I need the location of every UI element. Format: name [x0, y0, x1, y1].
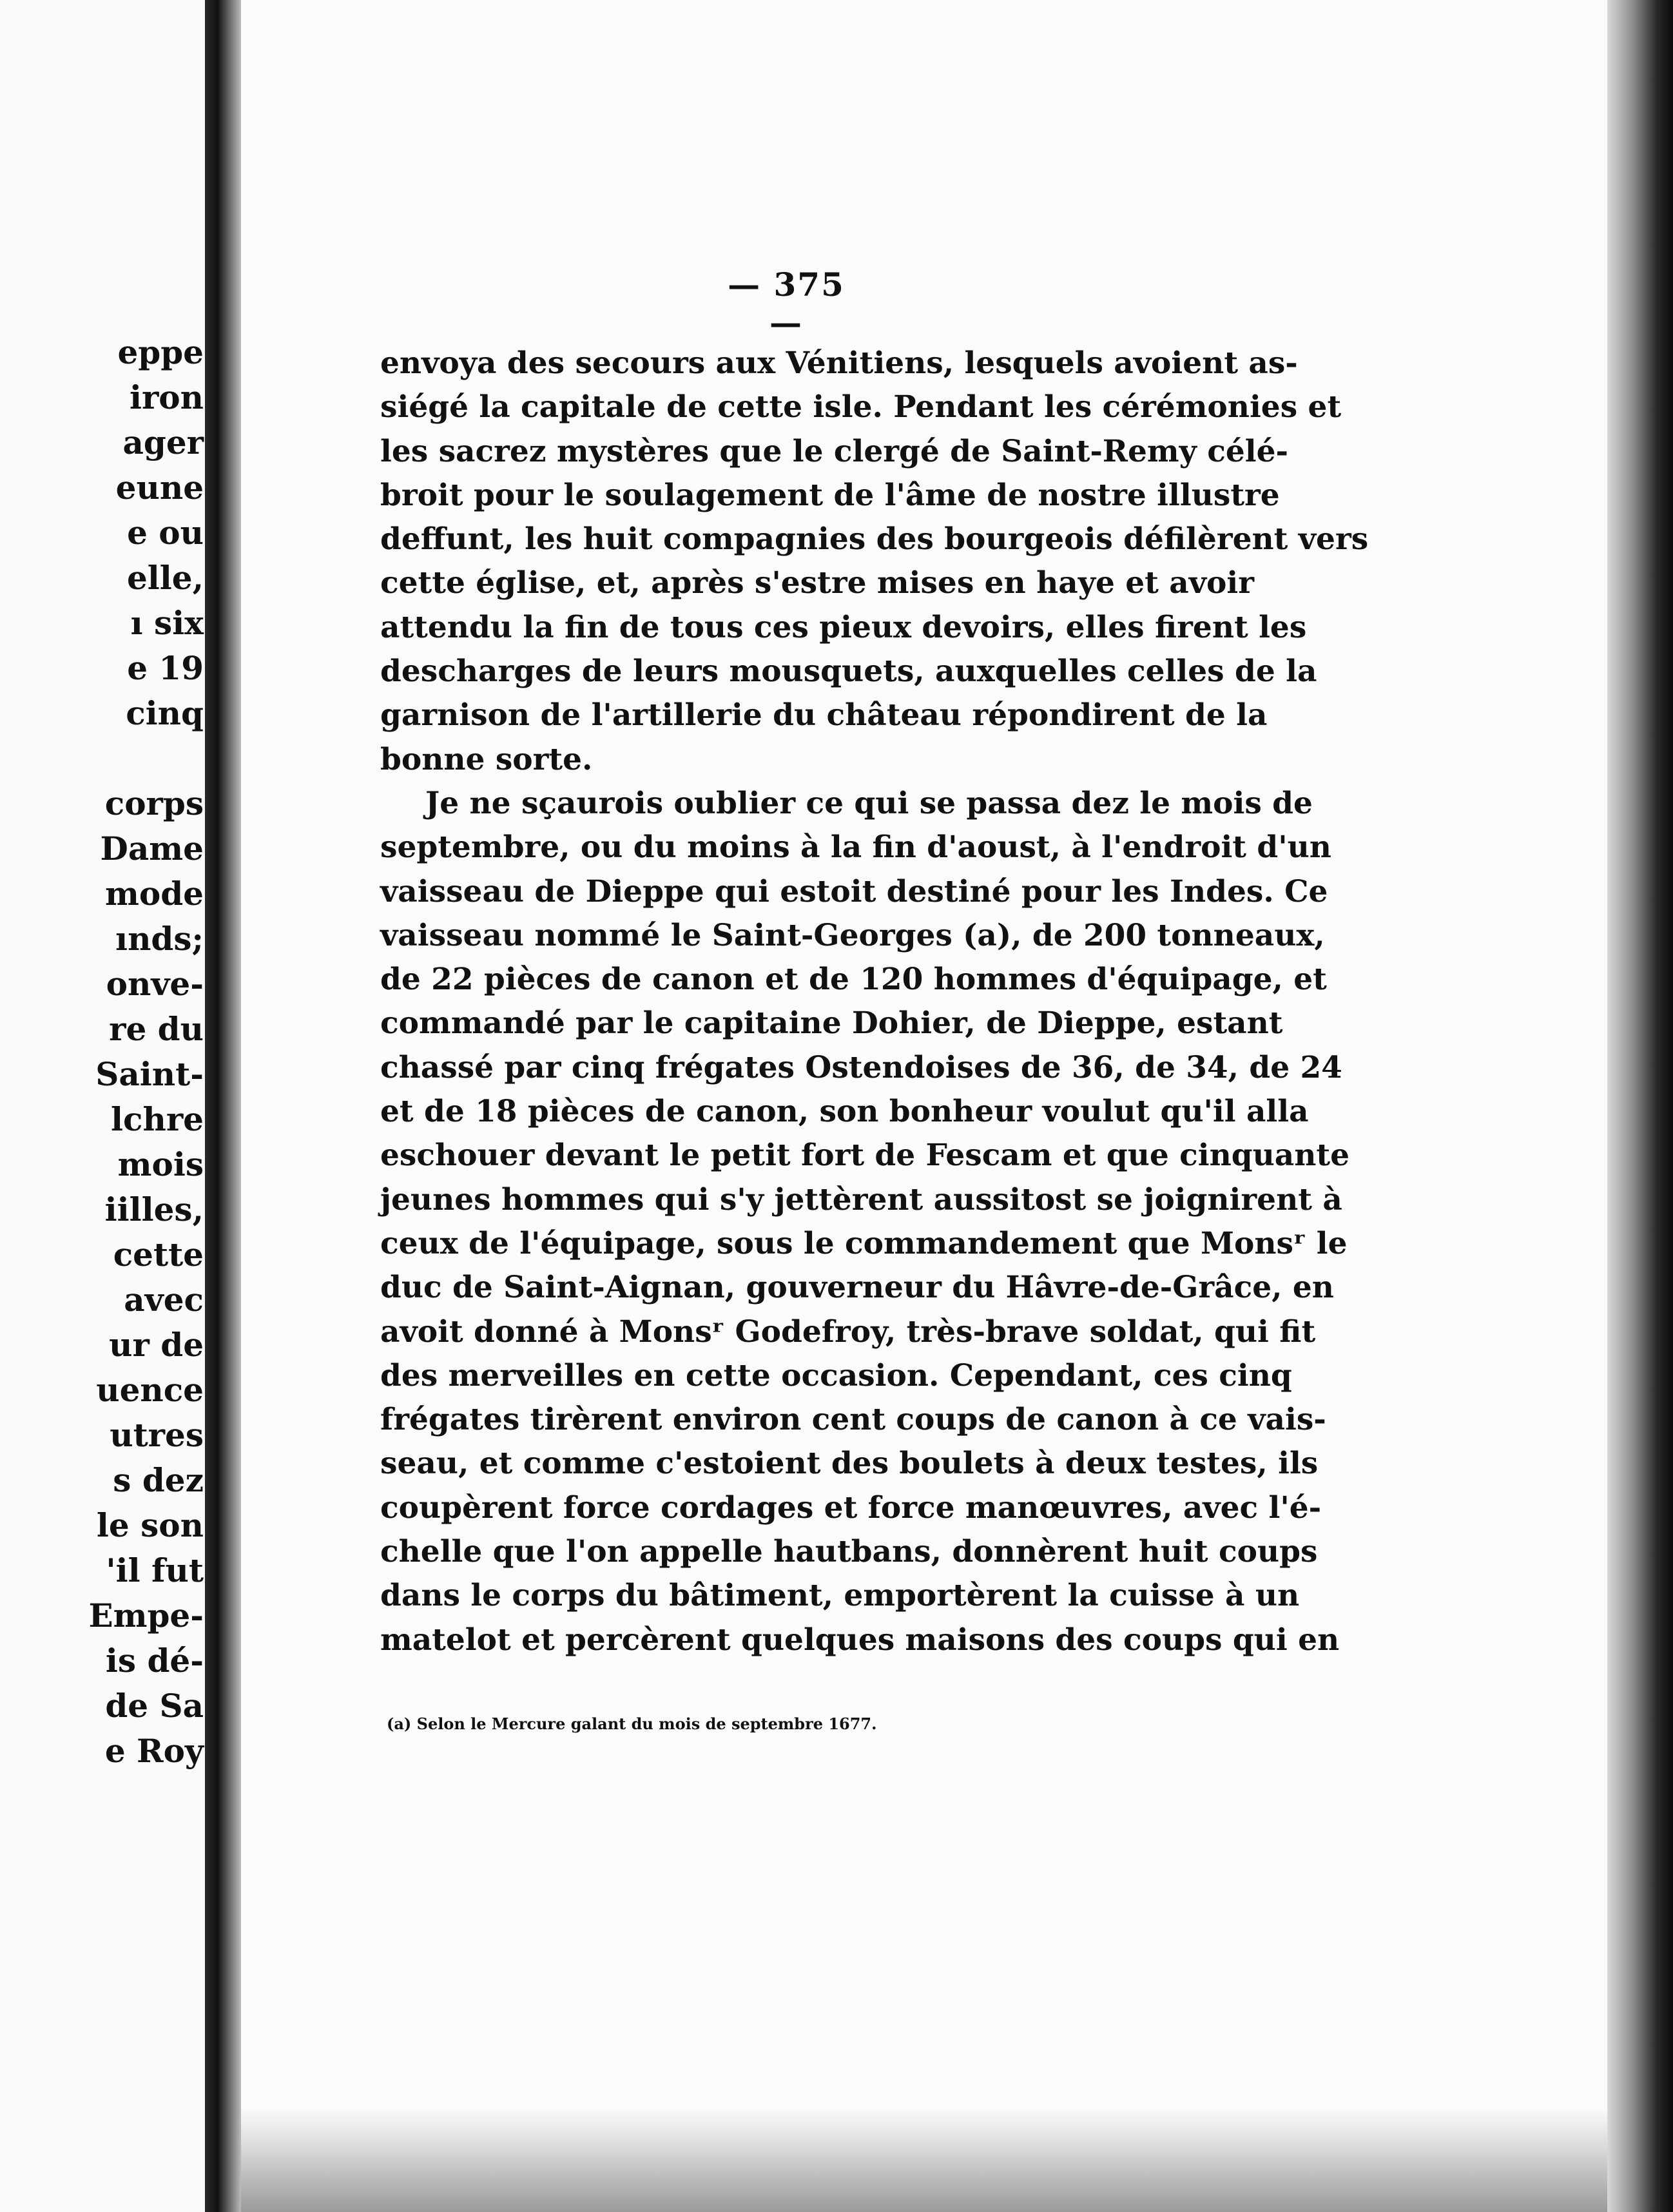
text-line: vaisseau nommé le Saint-Georges (a), de 200 tonneaux, — [380, 917, 1325, 953]
left-line: s dez — [113, 1461, 204, 1499]
text-line: bonne sorte. — [380, 741, 593, 777]
left-line: iilles, — [104, 1190, 204, 1228]
left-line: uence — [96, 1371, 204, 1409]
left-line: Dame — [100, 830, 204, 868]
text-line: deffunt, les huit compagnies des bourgeois défilèrent vers — [380, 521, 1369, 558]
left-line: re du — [109, 1010, 204, 1048]
text-line: attendu la fin de tous ces pieux devoirs, elles firent les — [380, 609, 1307, 645]
left-line: is dé- — [105, 1642, 204, 1680]
left-line: cette — [113, 1236, 204, 1274]
text-line: vaisseau de Dieppe qui estoit destiné pour les Indes. Ce — [380, 873, 1328, 909]
text-line: de 22 pièces de canon et de 120 hommes d'équipage, et — [380, 962, 1327, 998]
footnote: (a) Selon le Mercure galant du mois de septembre 1677. — [387, 1714, 877, 1733]
text-line: envoya des secours aux Vénitiens, lesquels avoient as- — [380, 345, 1298, 381]
text-line: commandé par le capitaine Dohier, de Dieppe, estant — [380, 1005, 1283, 1042]
text-line: siégé la capitale de cette isle. Pendant les cérémonies et — [380, 389, 1342, 425]
left-line: ınds; — [115, 920, 204, 958]
left-line: utres — [110, 1416, 204, 1454]
text-line: matelot et percèrent quelques maisons des coups qui en — [380, 1622, 1340, 1658]
left-line: Empe- — [88, 1596, 204, 1635]
left-line: lchre — [111, 1100, 204, 1138]
text-line: septembre, ou du moins à la fin d'aoust, à l'endroit d'un — [380, 830, 1331, 866]
left-line: de Sa — [105, 1687, 204, 1725]
text-line: les sacrez mystères que le clergé de Saint-Remy célé- — [380, 433, 1289, 469]
page-number: — 375 — — [728, 266, 845, 342]
left-line: ager — [122, 423, 204, 461]
left-line — [88, 736, 204, 781]
left-line: le son — [96, 1506, 204, 1544]
text-line: des merveilles en cette occasion. Cependant, ces cinq — [380, 1357, 1292, 1393]
left-facing-page — [0, 0, 205, 2212]
left-line: mode — [104, 875, 204, 913]
left-page-text — [88, 330, 204, 1774]
text-line: ceux de l'équipage, sous le commandement que Monsʳ le — [380, 1225, 1348, 1261]
body-text — [380, 342, 1369, 1662]
text-line: cette église, et, après s'estre mises en haye et avoir — [380, 565, 1254, 601]
text-line: chassé par cinq frégates Ostendoises de 36, de 34, de 24 — [380, 1049, 1342, 1085]
left-line: corps — [104, 784, 204, 822]
left-line: eppe — [117, 333, 204, 371]
left-line: iron — [129, 378, 204, 416]
left-line: ı six — [130, 604, 204, 642]
left-line: onve- — [106, 965, 204, 1003]
left-line: avec — [124, 1281, 204, 1319]
left-line: cinq — [126, 694, 204, 732]
text-line: frégates tirèrent environ cent coups de canon à ce vais- — [380, 1402, 1326, 1438]
text-line: duc de Saint-Aignan, gouverneur du Hâvre-de-Grâce, en — [380, 1270, 1334, 1306]
left-line: 'il fut — [106, 1551, 204, 1589]
text-line: coupèrent force cordages et force manœuvres, avec l'é- — [380, 1489, 1322, 1526]
text-line: broit pour le soulagement de l'âme de nostre illustre — [380, 477, 1280, 513]
page-bottom-edge — [241, 2108, 1607, 2212]
left-line: elle, — [126, 559, 204, 597]
left-line: eune — [115, 469, 204, 507]
page-right-edge — [1607, 0, 1673, 2212]
book-gutter — [205, 0, 241, 2212]
text-line: chelle que l'on appelle hautbans, donnèrent huit coups — [380, 1534, 1318, 1570]
left-line: ur de — [109, 1326, 204, 1364]
left-line: e ou — [127, 514, 204, 552]
text-line: dans le corps du bâtiment, emportèrent la cuisse à un — [380, 1578, 1300, 1614]
left-line: e Roy — [104, 1732, 204, 1770]
text-line: et de 18 pièces de canon, son bonheur voulut qu'il alla — [380, 1094, 1309, 1130]
text-line: avoit donné à Monsʳ Godefroy, très-brave soldat, qui fit — [380, 1314, 1316, 1350]
left-line: Saint- — [95, 1055, 204, 1093]
text-line: jeunes hommes qui s'y jettèrent aussitost se joignirent à — [380, 1181, 1342, 1218]
left-line: e 19 — [127, 649, 204, 687]
text-line: descharges de leurs mousquets, auxquelles celles de la — [380, 654, 1317, 690]
text-line: Je ne sçaurois oublier ce qui se passa dez le mois de — [425, 785, 1313, 821]
text-line: seau, et comme c'estoient des boulets à deux testes, ils — [380, 1446, 1319, 1482]
text-line: eschouer devant le petit fort de Fescam et que cinquante — [380, 1138, 1350, 1174]
text-line: garnison de l'artillerie du château répondirent de la — [380, 697, 1268, 733]
left-line: mois — [117, 1145, 204, 1183]
